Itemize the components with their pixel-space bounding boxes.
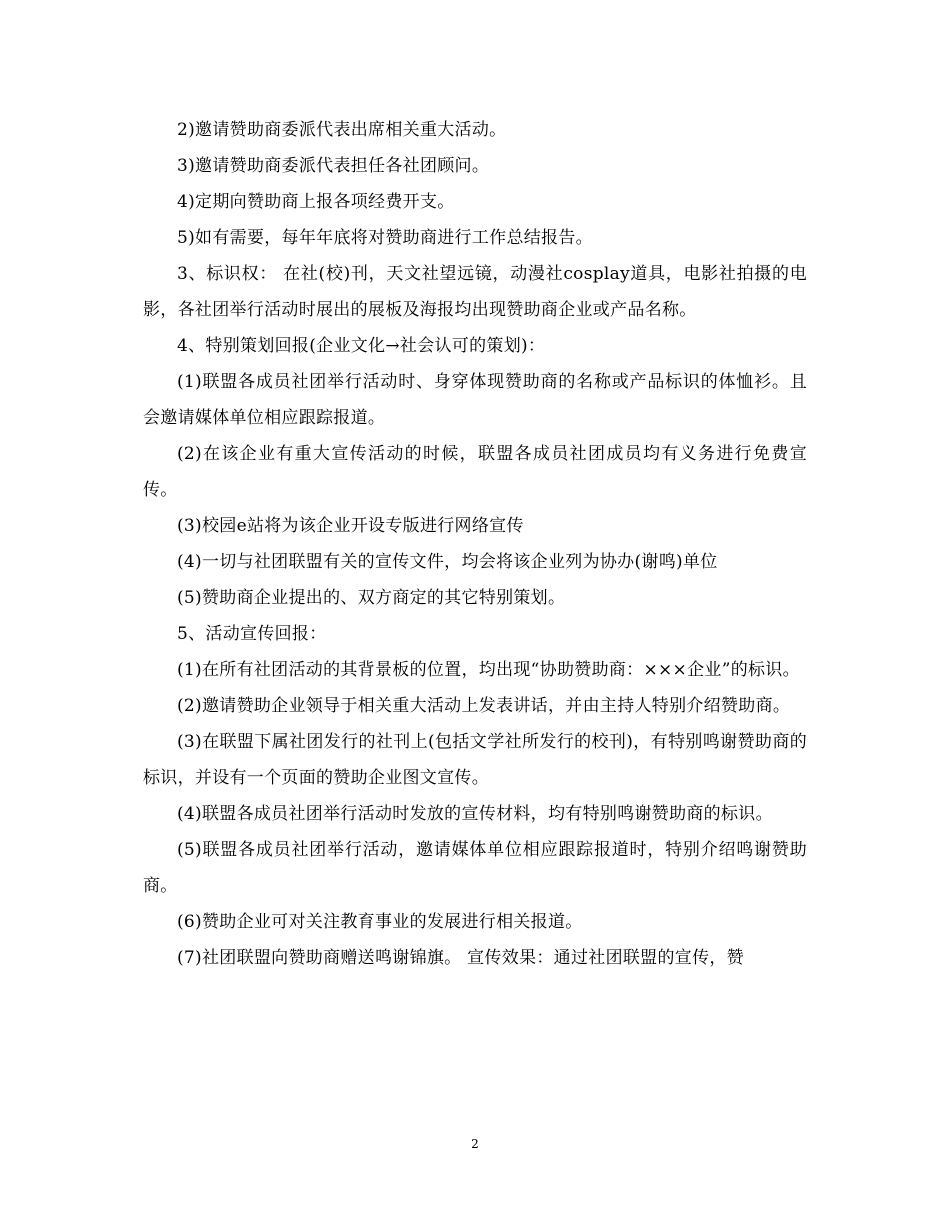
paragraph: 2)邀请赞助商委派代表出席相关重大活动。 bbox=[177, 120, 507, 140]
paragraph: (4)一切与社团联盟有关的宣传文件，均会将该企业列为协办(谢鸣)单位 bbox=[177, 552, 718, 572]
paragraph: 3)邀请赞助商委派代表担任各社团顾问。 bbox=[177, 156, 490, 176]
paragraph: 5)如有需要，每年年底将对赞助商进行工作总结报告。 bbox=[177, 228, 593, 248]
paragraph: (5)联盟各成员社团举行活动，邀请媒体单位相应跟踪报道时，特别介绍鸣谢赞助商。 bbox=[143, 840, 807, 896]
paragraph: (3)在联盟下属社团发行的社刊上(包括文学社所发行的校刊)，有特别鸣谢赞助商的标识，并设有一个页面的赞助企业图文宣传。 bbox=[143, 732, 807, 788]
paragraph: 5、活动宣传回报： bbox=[177, 624, 327, 644]
paragraph: (1)联盟各成员社团举行活动时、身穿体现赞助商的名称或产品标识的体恤衫。且会邀请媒体单位相应跟踪报道。 bbox=[143, 372, 807, 428]
paragraph: (2)在该企业有重大宣传活动的时候，联盟各成员社团成员均有义务进行免费宣传。 bbox=[143, 444, 807, 500]
paragraph: (3)校园e站将为该企业开设专版进行网络宣传 bbox=[177, 516, 524, 536]
paragraph: 3、标识权： 在社(校)刊，天文社望远镜，动漫社cosplay道具，电影社拍摄的电影，各社团举行活动时展出的展板及海报均出现赞助商企业或产品名称。 bbox=[143, 264, 807, 320]
paragraph: (4)联盟各成员社团举行活动时发放的宣传材料，均有特别鸣谢赞助商的标识。 bbox=[177, 804, 773, 824]
paragraph: (6)赞助企业可对关注教育事业的发展进行相关报道。 bbox=[177, 912, 583, 932]
paragraph: 4)定期向赞助商上报各项经费开支。 bbox=[177, 192, 455, 212]
page-number: 2 bbox=[471, 1137, 479, 1151]
document-body bbox=[143, 112, 807, 976]
paragraph: (2)邀请赞助企业领导于相关重大活动上发表讲话，并由主持人特别介绍赞助商。 bbox=[177, 696, 791, 716]
paragraph: (7)社团联盟向赞助商赠送鸣谢锦旗。 宣传效果：通过社团联盟的宣传，赞 bbox=[177, 948, 744, 968]
paragraph: (1)在所有社团活动的其背景板的位置，均出现“协助赞助商：×××企业”的标识。 bbox=[177, 660, 800, 680]
paragraph: 4、特别策划回报(企业文化→社会认可的策划)： bbox=[177, 336, 546, 356]
paragraph: (5)赞助商企业提出的、双方商定的其它特别策划。 bbox=[177, 588, 566, 608]
